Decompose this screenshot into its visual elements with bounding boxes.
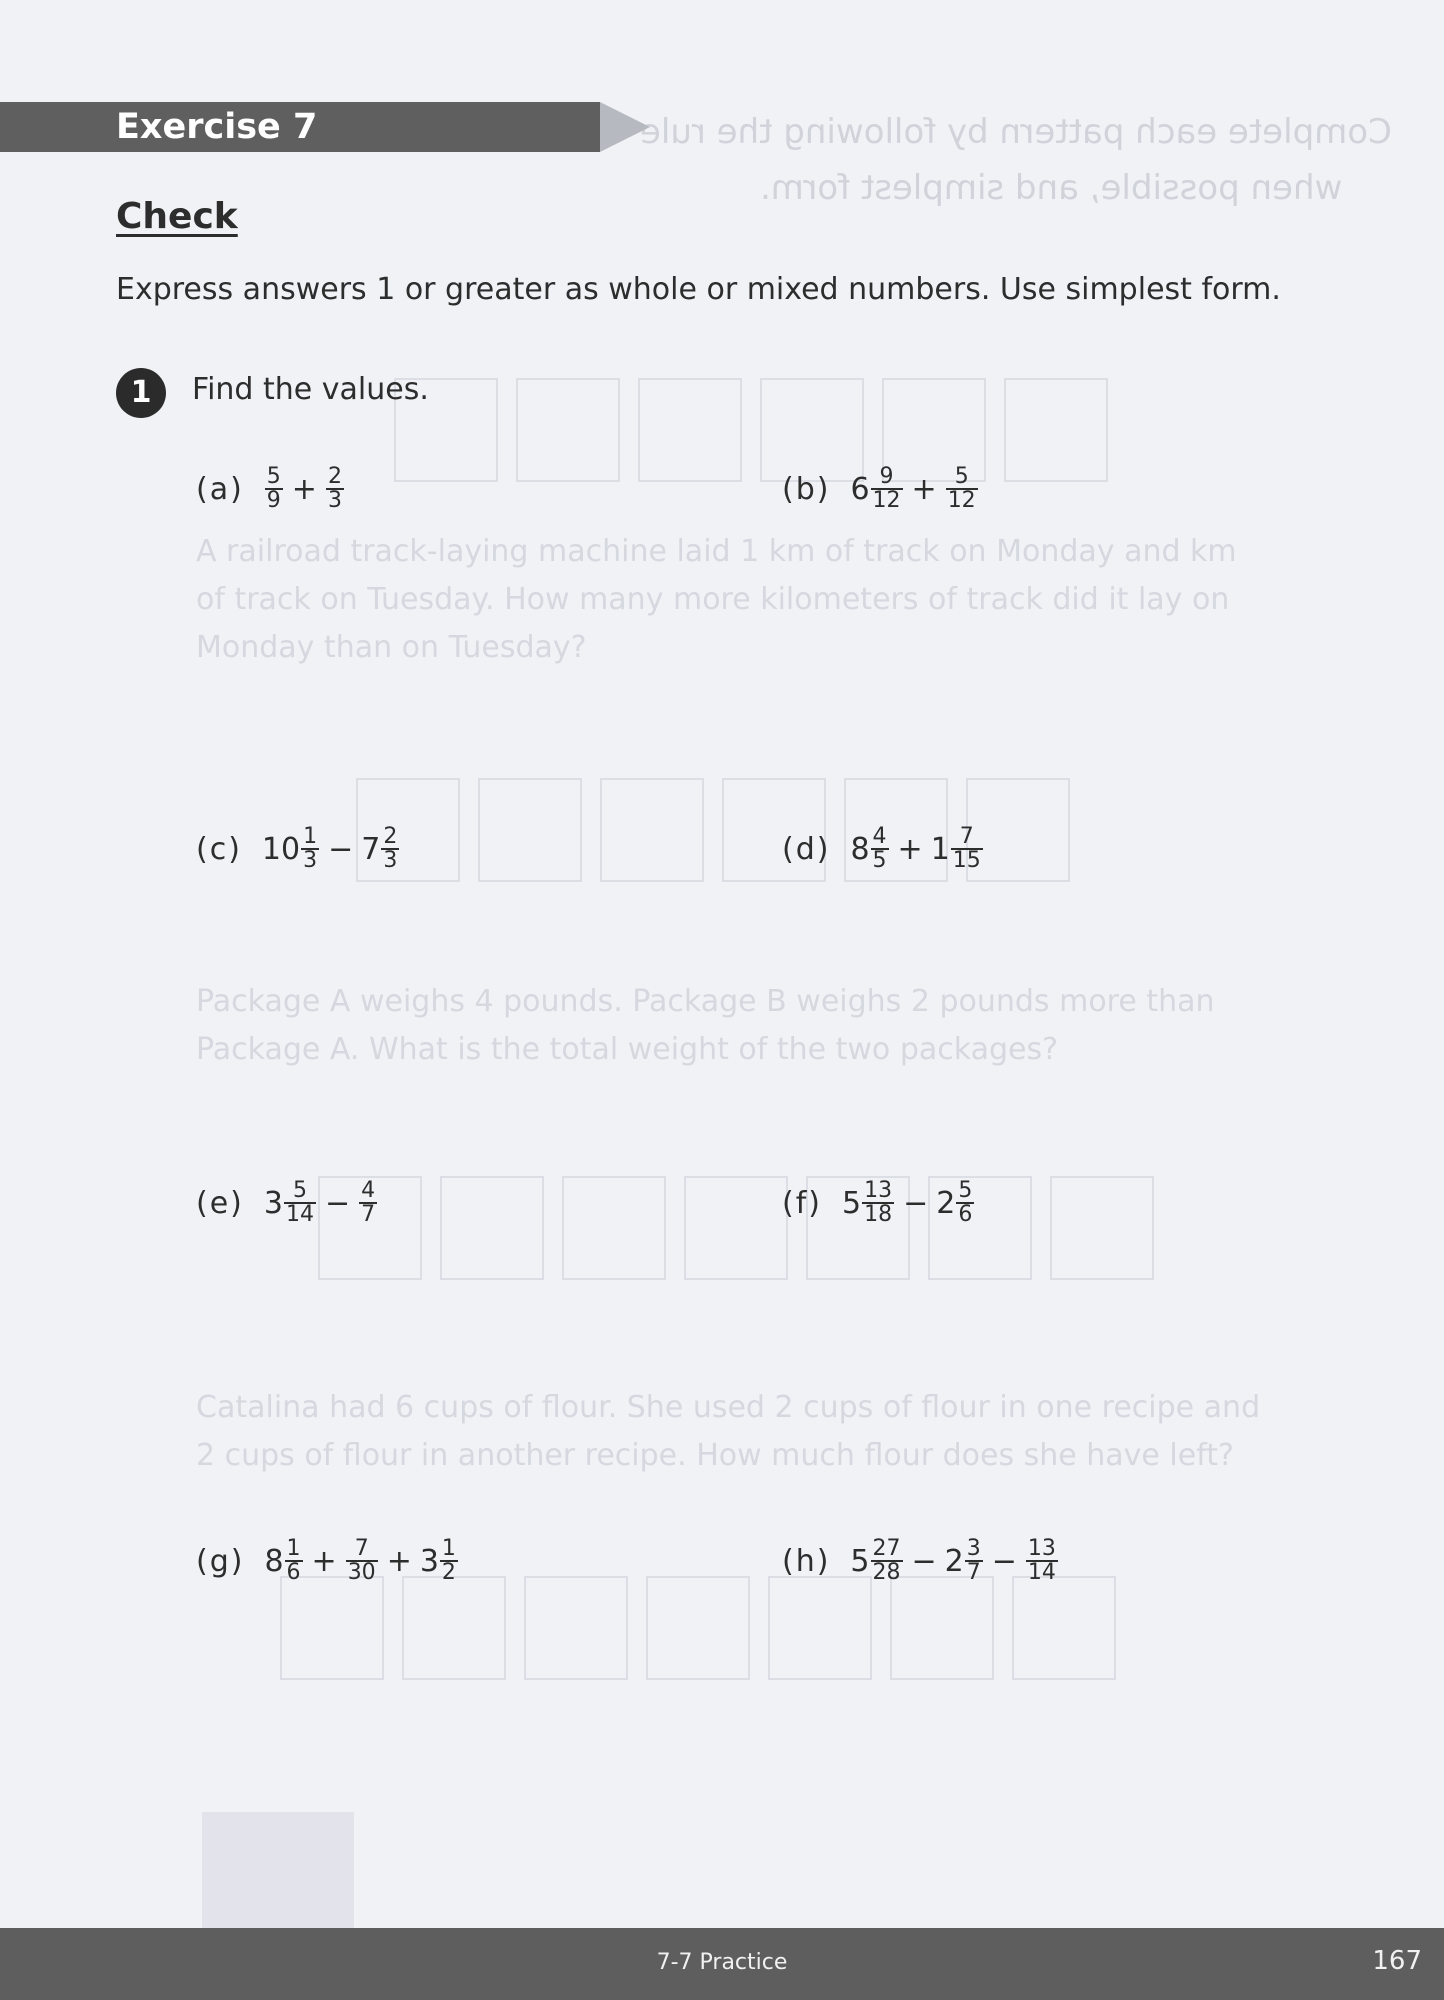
bleed-through-text: Monday than on Tuesday?: [196, 630, 587, 665]
fraction: $\frac{5}{14}$: [285, 1178, 314, 1227]
problem-a: [196, 466, 345, 512]
bleed-through-text: when possible, and simplest form.: [760, 168, 1343, 208]
expression: [262, 826, 400, 872]
bleed-through-box: [524, 1576, 628, 1680]
problem-e: [196, 1180, 378, 1226]
section-title: Check: [116, 196, 238, 237]
problem-f: [782, 1180, 975, 1226]
fraction: $\frac{1}{3}$: [303, 824, 318, 873]
fraction: $\frac{9}{12}$: [872, 464, 901, 513]
whole-number: 5: [841, 1185, 862, 1221]
bleed-through-box: [402, 1576, 506, 1680]
bleed-through-text: Complete each pattern by following the rule: [640, 112, 1392, 152]
whole-number: 2: [936, 1185, 956, 1221]
bleed-through-text: Catalina had 6 cups of flour. She used 2 cups of flour in one recipe and: [196, 1390, 1261, 1425]
bleed-through-box: [638, 378, 742, 482]
operator: +: [911, 471, 937, 507]
whole-number: 8: [850, 831, 870, 867]
whole-number: 7: [361, 831, 381, 867]
fraction: $\frac{2}{3}$: [327, 464, 342, 513]
operator: −: [903, 1185, 929, 1221]
problem-label: (e): [196, 1185, 244, 1221]
bleed-through-text: Package A. What is the total weight of the two packages?: [196, 1032, 1059, 1067]
bleed-through-box: [600, 778, 704, 882]
footer-section-label: 7-7 Practice: [656, 1950, 788, 1975]
bleed-through-box: [1012, 1576, 1116, 1680]
fraction: $\frac{13}{14}$: [1027, 1536, 1056, 1585]
fraction: $\frac{5}{12}$: [947, 464, 976, 513]
whole-number: 2: [944, 1543, 964, 1579]
whole-number: 1: [930, 831, 950, 867]
bleed-through-box: [440, 1176, 544, 1280]
fraction: $\frac{1}{6}$: [286, 1536, 301, 1585]
fraction: $\frac{27}{28}$: [872, 1536, 901, 1585]
bleed-through-box: [1004, 378, 1108, 482]
whole-number: 8: [264, 1543, 284, 1579]
problem-label: (f): [782, 1185, 822, 1221]
fraction: $\frac{7}{15}$: [952, 824, 981, 873]
expression: [850, 1538, 1058, 1584]
expression: [264, 1538, 458, 1584]
problem-c: [196, 826, 400, 872]
fraction: $\frac{4}{5}$: [872, 824, 887, 873]
operator: −: [991, 1543, 1017, 1579]
fraction: $\frac{1}{2}$: [441, 1536, 456, 1585]
operator: −: [911, 1543, 937, 1579]
problem-label: (b): [782, 471, 831, 507]
expression: [850, 466, 978, 512]
bleed-through-text: A railroad track-laying machine laid 1 km of track on Monday and km: [196, 534, 1237, 569]
instructions: Express answers 1 or greater as whole or mixed numbers. Use simplest form.: [116, 272, 1281, 307]
page-number: 167: [1372, 1946, 1422, 1976]
bleed-through-box: [562, 1176, 666, 1280]
expression: [264, 1180, 378, 1226]
problem-label: (c): [196, 831, 242, 867]
problem-label: (a): [196, 471, 244, 507]
fraction: $\frac{2}{3}$: [383, 824, 398, 873]
exercise-title: Exercise 7: [116, 107, 318, 147]
operator: −: [324, 1185, 351, 1221]
bleed-through-box: [646, 1576, 750, 1680]
expression: [842, 1180, 975, 1226]
bleed-through-box: [684, 1176, 788, 1280]
operator: +: [291, 471, 317, 507]
problem-label: (d): [782, 831, 831, 867]
fraction: $\frac{3}{7}$: [966, 1536, 981, 1585]
question-prompt: Find the values.: [192, 372, 429, 407]
bleed-through-box: [478, 778, 582, 882]
operator: +: [386, 1543, 412, 1579]
operator: +: [897, 831, 923, 867]
operator: +: [311, 1543, 337, 1579]
problem-g: [196, 1538, 459, 1584]
whole-number: 3: [263, 1185, 283, 1221]
bleed-through-text: of track on Tuesday. How many more kilometers of track did it lay on: [196, 582, 1230, 617]
whole-number: 3: [419, 1543, 439, 1579]
fraction: $\frac{4}{7}$: [361, 1178, 376, 1227]
fraction: $\frac{5}{6}$: [958, 1178, 973, 1227]
bleed-through-text: 2 cups of flour in another recipe. How much flour does she have left?: [196, 1438, 1234, 1473]
bleed-through-box: [280, 1576, 384, 1680]
whole-number: 5: [850, 1543, 870, 1579]
bleed-through-box: [768, 1576, 872, 1680]
expression: [264, 466, 345, 512]
problem-b: [782, 466, 979, 512]
whole-number: 6: [850, 471, 870, 507]
banner-arrow-icon: [600, 102, 650, 152]
bleed-through-box: [516, 378, 620, 482]
bleed-through-box: [1050, 1176, 1154, 1280]
problem-label: (h): [782, 1543, 831, 1579]
problem-h: [782, 1538, 1059, 1584]
problem-label: (g): [196, 1543, 245, 1579]
fraction: $\frac{5}{9}$: [266, 464, 281, 513]
expression: [850, 826, 983, 872]
question-number-badge: 1: [116, 368, 166, 418]
operator: −: [328, 831, 354, 867]
whole-number: 10: [261, 831, 301, 867]
problem-d: [782, 826, 984, 872]
bleed-through-text: Package A weighs 4 pounds. Package B weighs 2 pounds more than: [196, 984, 1215, 1019]
fraction: $\frac{7}{30}$: [347, 1536, 376, 1585]
bleed-through-box: [890, 1576, 994, 1680]
page-shade: [202, 1812, 354, 1928]
fraction: $\frac{13}{18}$: [864, 1178, 893, 1227]
